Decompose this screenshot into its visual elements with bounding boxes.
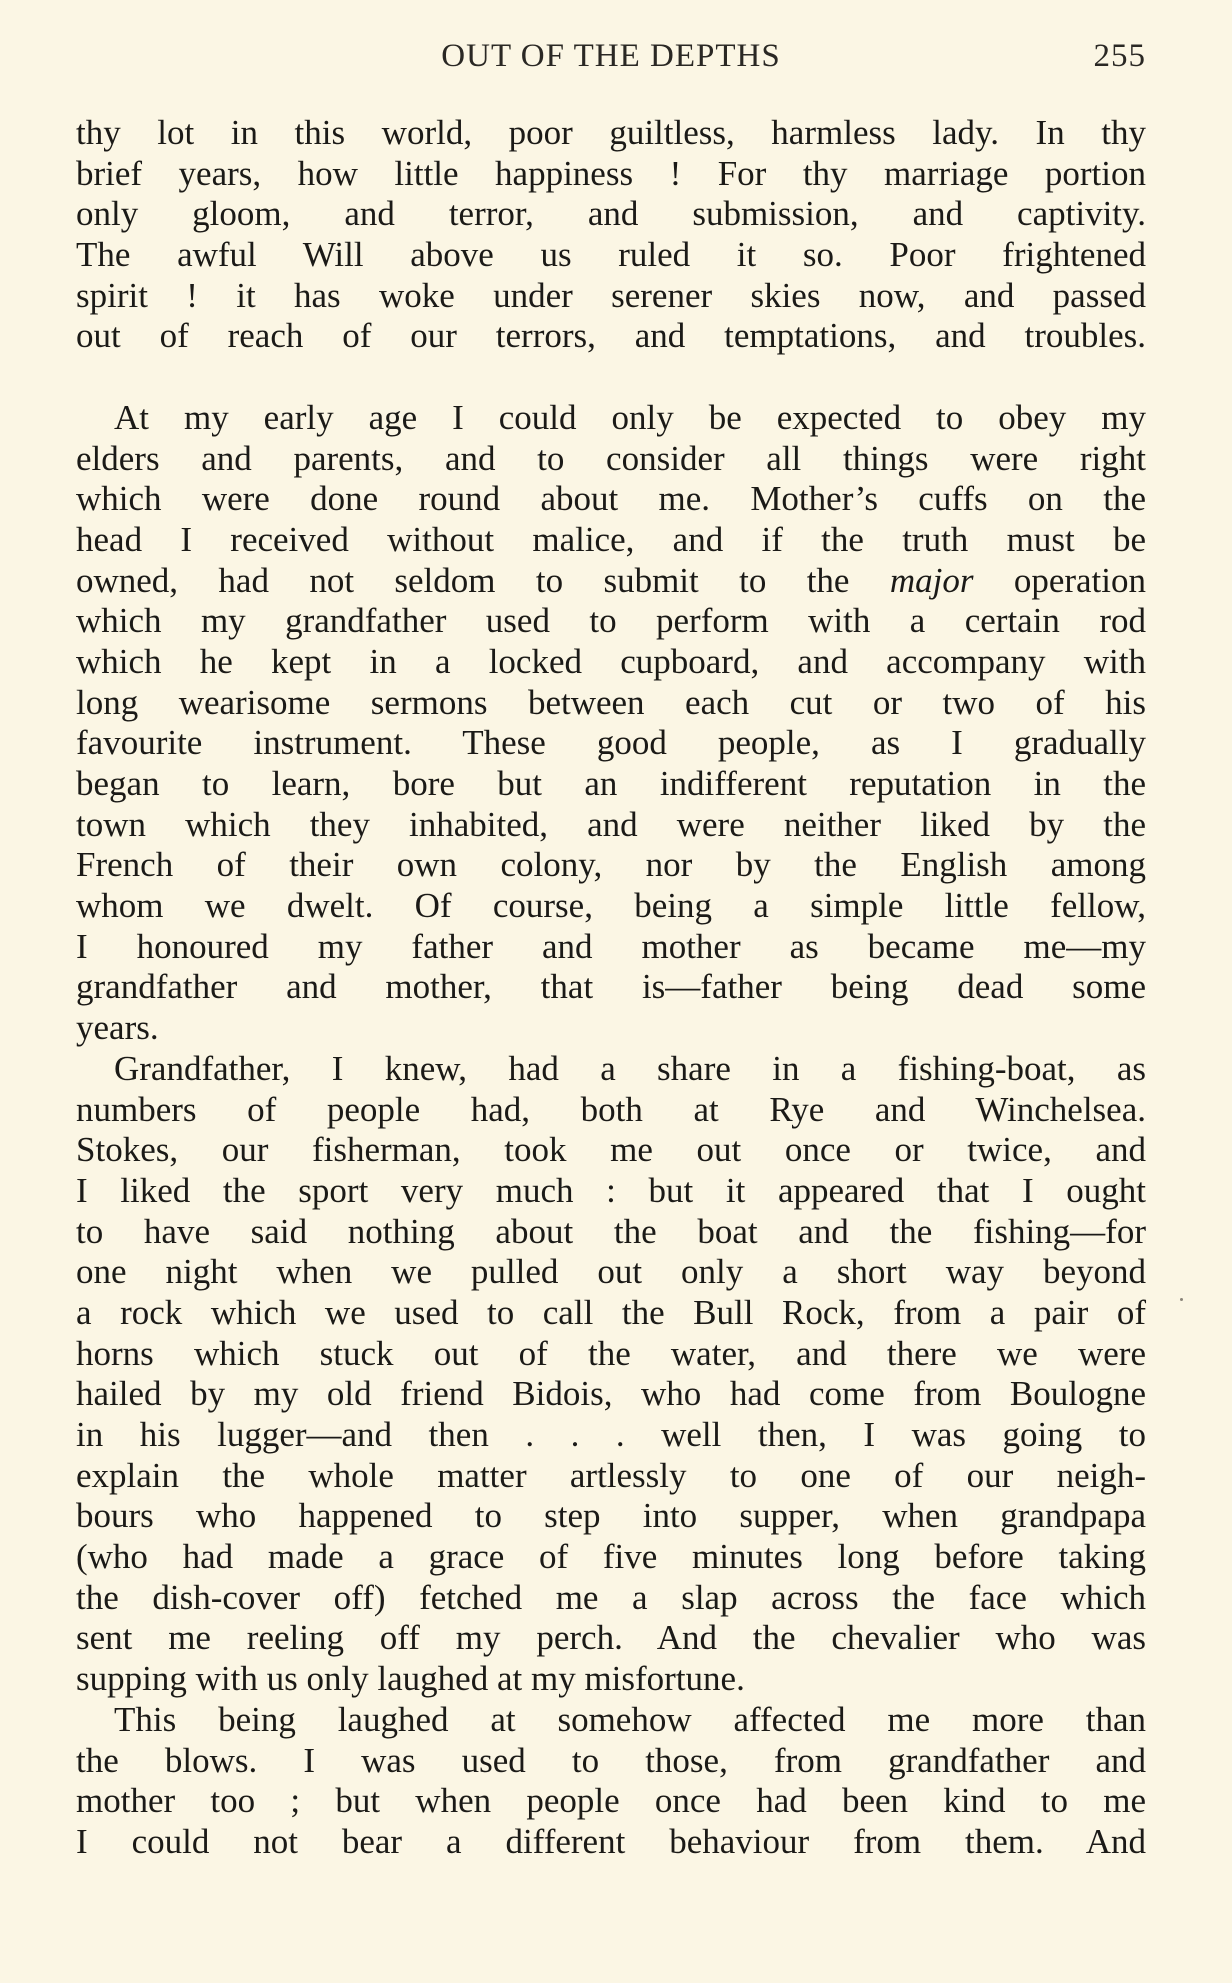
text-line: only gloom, and terror, and submission, and captivity. bbox=[76, 194, 1146, 234]
text-line: the blows. I was used to those, from grandfather and bbox=[76, 1740, 1146, 1780]
text-line: Grandfather, I knew, had a share in a fishing-boat, as bbox=[114, 1048, 1146, 1088]
section-break bbox=[76, 357, 1146, 398]
text-line-with-italic bbox=[76, 561, 1146, 602]
text-line: town which they inhabited, and were neither liked by the bbox=[76, 804, 1146, 844]
paragraph-3 bbox=[76, 1049, 1146, 1700]
text-line: thy lot in this world, poor guiltless, harmless lady. In thy bbox=[76, 113, 1146, 152]
text-line: This being laughed at somehow affected me more than bbox=[114, 1699, 1146, 1739]
text-line: head I received without malice, and if the truth must be bbox=[76, 519, 1146, 559]
text-line: which were done round about me. Mother’s cuffs on the bbox=[76, 479, 1146, 519]
text-line: I liked the sport very much : but it appeared that I ought bbox=[76, 1170, 1146, 1210]
text-line: mother too ; but when people once had been kind to me bbox=[76, 1781, 1146, 1821]
text-line: spirit ! it has woke under serener skies now, and passed bbox=[76, 275, 1146, 315]
page-number: 255 bbox=[1093, 38, 1146, 74]
text-line: favourite instrument. These good people, as I gradually bbox=[76, 723, 1146, 763]
running-head bbox=[76, 38, 1146, 84]
text-line: one night when we pulled out only a short way beyond bbox=[76, 1252, 1146, 1292]
text-line: out of reach of our terrors, and temptations, and troubles. bbox=[76, 316, 1146, 356]
text-line: brief years, how little happiness ! For thy marriage portion bbox=[76, 153, 1146, 193]
text-line: sent me reeling off my perch. And the chevalier who was bbox=[76, 1618, 1146, 1658]
text-line: began to learn, bore but an indifferent reputation in the bbox=[76, 764, 1146, 803]
text-line: I could not bear a different behaviour from them. And bbox=[76, 1821, 1146, 1861]
text-line: long wearisome sermons between each cut or two of his bbox=[76, 682, 1146, 722]
paragraph-1 bbox=[76, 113, 1146, 357]
text-line: whom we dwelt. Of course, being a simple little fellow, bbox=[76, 886, 1146, 926]
text-line: grandfather and mother, that is—father being dead some bbox=[76, 967, 1146, 1007]
paragraph-4 bbox=[76, 1700, 1146, 1863]
text-line: hailed by my old friend Bidois, who had come from Boulogne bbox=[76, 1374, 1146, 1414]
text-line: bours who happened to step into supper, when grandpapa bbox=[76, 1496, 1146, 1536]
italic-word: major bbox=[889, 560, 974, 600]
text-line: explain the whole matter artlessly to one of our neigh- bbox=[76, 1455, 1146, 1495]
text-line: which my grandfather used to perform with a certain rod bbox=[76, 601, 1146, 641]
text-line: horns which stuck out of the water, and there we were bbox=[76, 1333, 1146, 1373]
body-text bbox=[76, 113, 1146, 1863]
text-line: years. bbox=[76, 1008, 159, 1048]
running-title: OUT OF THE DEPTHS bbox=[441, 38, 781, 74]
text-line: elders and parents, and to consider all things were right bbox=[76, 438, 1146, 478]
text-line: Stokes, our fisherman, took me out once or twice, and bbox=[76, 1130, 1146, 1170]
text-run: owned, had not seldom to submit to the bbox=[76, 560, 850, 600]
text-line: (who had made a grace of five minutes long before taking bbox=[76, 1537, 1146, 1577]
text-line: in his lugger—and then . . . well then, I was going to bbox=[76, 1415, 1146, 1454]
text-line: French of their own colony, nor by the English among bbox=[76, 845, 1146, 885]
paragraph-2 bbox=[76, 398, 1146, 1049]
paper-speck bbox=[1180, 1298, 1183, 1301]
text-line: The awful Will above us ruled it so. Poor frightened bbox=[76, 235, 1146, 275]
text-line: the dish-cover off) fetched me a slap across the face which bbox=[76, 1577, 1146, 1617]
text-line: supping with us only laughed at my misfortune. bbox=[76, 1659, 745, 1699]
text-line: a rock which we used to call the Bull Rock, from a pair of bbox=[76, 1292, 1146, 1332]
text-line: At my early age I could only be expected to obey my bbox=[114, 397, 1146, 437]
text-line: numbers of people had, both at Rye and Winchelsea. bbox=[76, 1089, 1146, 1129]
text-run: operation bbox=[1013, 560, 1147, 600]
text-line: to have said nothing about the boat and the fishing—for bbox=[76, 1211, 1146, 1251]
text-line: I honoured my father and mother as became me—my bbox=[76, 926, 1146, 966]
text-line: which he kept in a locked cupboard, and accompany with bbox=[76, 641, 1146, 681]
